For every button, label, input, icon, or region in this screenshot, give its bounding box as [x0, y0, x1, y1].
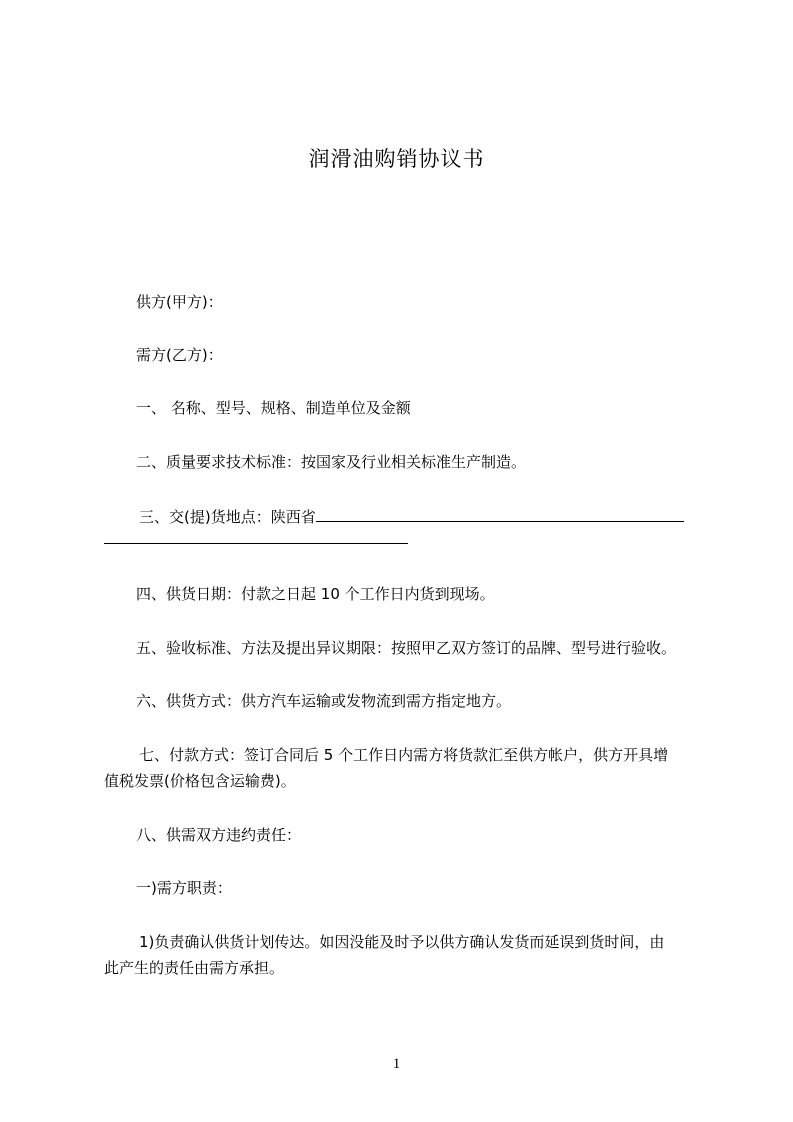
section-3-label: 三、交(提)货地点：陕西省 — [139, 508, 316, 526]
buyer-label: 需方(乙方)： — [136, 346, 223, 364]
subsection-buyer-duties: 一)需方职责： — [136, 879, 232, 897]
section-4: 四、供货日期：付款之日起 10 个工作日内货到现场。 — [136, 585, 495, 603]
section-7-line-2: 值税发票(价格包含运输费)。 — [104, 772, 296, 790]
address-blank — [644, 506, 684, 522]
section-8: 八、供需双方违约责任： — [136, 826, 302, 844]
section-5: 五、验收标准、方法及提出异议期限：按照甲乙双方签订的品牌、型号进行验收。 — [136, 639, 677, 657]
supplier-label: 供方(甲方)： — [136, 293, 223, 311]
address-blank — [316, 506, 388, 522]
clause-1-line-2: 此产生的责任由需方承担。 — [104, 959, 285, 977]
address-blank-line-2 — [104, 528, 704, 549]
section-6: 六、供货方式：供方汽车运输或发物流到需方指定地方。 — [136, 692, 512, 710]
address-blank — [388, 506, 644, 522]
clause-1-line-1: 1)负责确认供货计划传达。如因没能及时予以供方确认发货而延误到货时间，由 — [139, 933, 665, 951]
section-2: 二、质量要求技术标准：按国家及行业相关标准生产制造。 — [136, 453, 527, 471]
page-number: 1 — [392, 1056, 401, 1072]
address-blank — [104, 528, 408, 544]
section-7-line-1: 七、付款方式：签订合同后 5 个工作日内需方将货款汇至供方帐户，供方开具增 — [139, 746, 669, 764]
section-3 — [139, 506, 706, 527]
document-title: 润滑油购销协议书 — [308, 147, 485, 171]
section-1: 一、 名称、型号、规格、制造单位及金额 — [136, 399, 411, 417]
